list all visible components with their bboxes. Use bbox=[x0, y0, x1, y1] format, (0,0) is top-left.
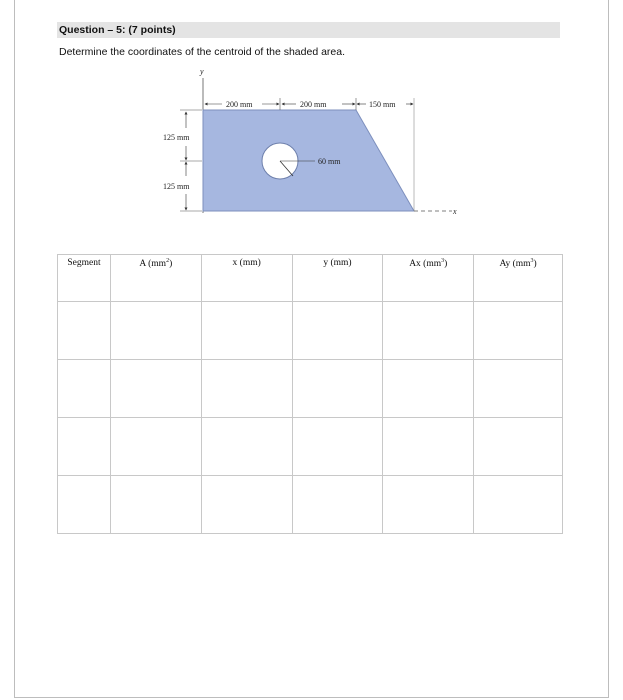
table-cell[interactable] bbox=[292, 360, 383, 418]
table-cell[interactable] bbox=[292, 418, 383, 476]
header-y: y (mm) bbox=[292, 255, 383, 302]
table-cell[interactable] bbox=[474, 476, 563, 534]
centroid-figure bbox=[0, 0, 623, 250]
table-row bbox=[58, 418, 563, 476]
table-cell[interactable] bbox=[292, 302, 383, 360]
table-cell[interactable] bbox=[383, 302, 474, 360]
table-body bbox=[58, 302, 563, 534]
table-cell[interactable] bbox=[110, 302, 201, 360]
dim-top-3: 150 mm bbox=[369, 100, 396, 109]
table-cell[interactable] bbox=[474, 418, 563, 476]
table-row bbox=[58, 476, 563, 534]
header-x: x (mm) bbox=[201, 255, 292, 302]
dim-top-2: 200 mm bbox=[300, 100, 327, 109]
table-cell[interactable] bbox=[110, 360, 201, 418]
table-cell[interactable] bbox=[58, 418, 111, 476]
table-cell[interactable] bbox=[292, 476, 383, 534]
table-cell[interactable] bbox=[383, 476, 474, 534]
table-row bbox=[58, 360, 563, 418]
dim-left-2: 125 mm bbox=[163, 182, 190, 191]
shaded-area bbox=[203, 110, 414, 211]
dim-radius: 60 mm bbox=[318, 157, 341, 166]
header-segment: Segment bbox=[58, 255, 111, 302]
table-cell[interactable] bbox=[474, 302, 563, 360]
table-cell[interactable] bbox=[383, 418, 474, 476]
table-cell[interactable] bbox=[474, 360, 563, 418]
header-ax: Ax $(mm^3)$ bbox=[383, 255, 474, 302]
table-cell[interactable] bbox=[110, 476, 201, 534]
table-cell[interactable] bbox=[58, 360, 111, 418]
table-cell[interactable] bbox=[201, 418, 292, 476]
dim-top-1: 200 mm bbox=[226, 100, 253, 109]
table-header-row bbox=[58, 255, 563, 302]
x-axis-label: x bbox=[453, 207, 457, 216]
dim-left-1: 125 mm bbox=[163, 133, 190, 142]
table-cell[interactable] bbox=[201, 302, 292, 360]
header-area: A $(mm^2)$ bbox=[110, 255, 201, 302]
table-cell[interactable] bbox=[58, 302, 111, 360]
table-cell[interactable] bbox=[201, 476, 292, 534]
table-cell[interactable] bbox=[58, 476, 111, 534]
y-axis-label: y bbox=[200, 67, 204, 76]
segments-table bbox=[57, 254, 563, 534]
table-cell[interactable] bbox=[201, 360, 292, 418]
table-row bbox=[58, 302, 563, 360]
question-prompt: Determine the coordinates of the centroid of the shaded area. bbox=[59, 46, 346, 58]
header-ay: Ay $(mm^3)$ bbox=[474, 255, 563, 302]
table-cell[interactable] bbox=[110, 418, 201, 476]
table-cell[interactable] bbox=[383, 360, 474, 418]
question-title: Question – 5: (7 points) bbox=[57, 22, 560, 38]
